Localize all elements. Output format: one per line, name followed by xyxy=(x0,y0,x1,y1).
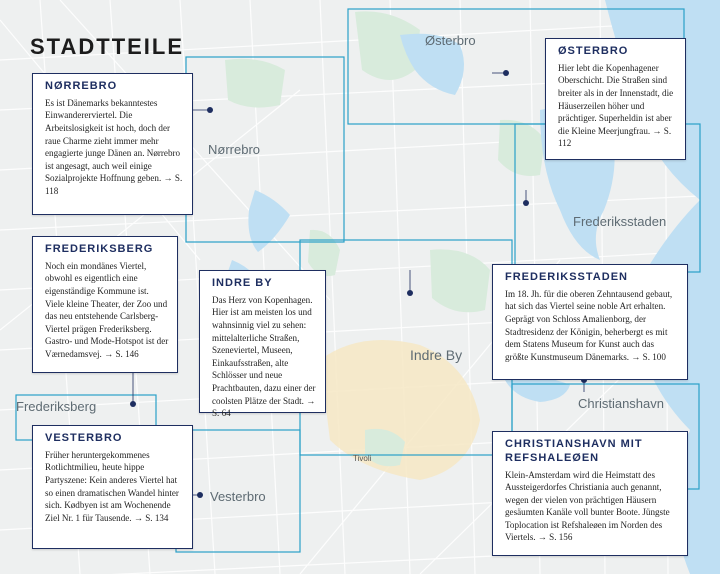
card-vesterbro-text: Früher heruntergekommenes Rotlichtmilieu, heute hippe Partyszene: Kein anderes Viertel hat so einen dramatischen Wandel hinter sich. Kødbyen ist am Wochenende Ziel Nr. 1 für Tausende. → S. 134 xyxy=(45,449,179,523)
card-indre-by xyxy=(199,270,326,419)
card-noerrebro xyxy=(32,73,193,215)
card-oesterbro xyxy=(545,38,686,160)
map-label-christianshavn: Christianshavn xyxy=(578,396,664,411)
map-label-oesterbro: Østerbro xyxy=(425,33,476,48)
card-oesterbro-title: ØSTERBRO xyxy=(558,45,629,57)
card-frederiksberg xyxy=(32,236,178,373)
card-indre-by-title: INDRE BY xyxy=(212,277,273,289)
card-frederiksstaden-title: FREDERIKSSTADEN xyxy=(505,271,628,283)
map-label-frederiksstaden: Frederiksstaden xyxy=(573,214,667,229)
card-noerrebro-title: NØRREBRO xyxy=(45,80,118,92)
marker-oesterbro xyxy=(503,70,509,76)
map-label-indre-by: Indre By xyxy=(410,347,463,363)
marker-frederiksstaden xyxy=(523,200,529,206)
card-christianshavn-text: Klein-Amsterdam wird die Heimstatt des Aussteigerdorfes Christiania auch genannt, wegen der vielen von prächtigen Häusern gesäumten Kanäle voll bunter Boote. Jüngste Toplocation ist Refshaleøen im Norden des Viertels. → S. 156 xyxy=(505,469,670,543)
card-oesterbro-text: Hier lebt die Kopenhagener Oberschicht. Die Straßen sind breiter als in der Innenstadt, die Häuserzeilen höher und prächtiger. Superheldin ist aber die Kleine Meerjungfrau. → S. 112 xyxy=(558,62,674,149)
card-vesterbro xyxy=(32,425,193,549)
card-christianshavn xyxy=(492,431,688,556)
marker-vesterbro xyxy=(197,492,203,498)
map-label-frederiksberg: Frederiksberg xyxy=(16,399,97,414)
marker-indre-by xyxy=(407,290,413,296)
map-label-tivoli: Tivoli xyxy=(353,454,372,463)
card-indre-by-text: Das Herz von Kopenhagen. Hier ist am meisten los und wahnsinnig viel zu sehen: mittelalterliche Straßen, Szeneviertel, Museen, Einkaufsstraßen, alte Schlösser und neue Prachtbauten, dazu einer der coolsten Plätze der Stadt. → S. 64 xyxy=(212,294,316,419)
card-frederiksberg-text: Noch ein mondänes Viertel, obwohl es eigentlich eine eigenständige Kommune ist. Viele kleine Theater, der Zoo und das neu entstehende Carlsberg-Viertel prägen Frederiksberg. Gastro- und Mode-Hotspot ist der Værnedamsvej. → S. 146 xyxy=(45,260,169,359)
card-frederiksberg-title: FREDERIKSBERG xyxy=(45,243,154,255)
card-christianshavn-title: CHRISTIANSHAVN MIT REFSHALEØEN xyxy=(505,438,643,464)
card-vesterbro-title: VESTERBRO xyxy=(45,432,123,444)
map-label-noerrebro: Nørrebro xyxy=(208,142,261,157)
marker-noerrebro xyxy=(207,107,213,113)
card-frederiksstaden xyxy=(492,264,688,380)
card-noerrebro-text: Es ist Dänemarks bekanntestes Einwandererviertel. Die Arbeitslosigkeit ist hoch, doch der raue Charme zieht immer mehr engagierte junge Dänen an. Nørrebro ist angesagt, auch weil einige Sozialprojekte Hoffnung geben. → S. 118 xyxy=(45,97,183,196)
marker-frederiksberg xyxy=(130,401,136,407)
page-title: STADTTEILE xyxy=(30,34,185,59)
map-label-vesterbro: Vesterbro xyxy=(210,489,266,504)
card-frederiksstaden-text: Im 18. Jh. für die oberen Zehntausend gebaut, hat sich das Viertel seine noble Art erhalten. Geprägt von Schloss Amalienborg, der Stadtresidenz der Königin, beherbergt es mit dem Statens Museum for Kunst auch das größte Kunstmuseum Dänemarks. → S. 100 xyxy=(505,288,673,362)
